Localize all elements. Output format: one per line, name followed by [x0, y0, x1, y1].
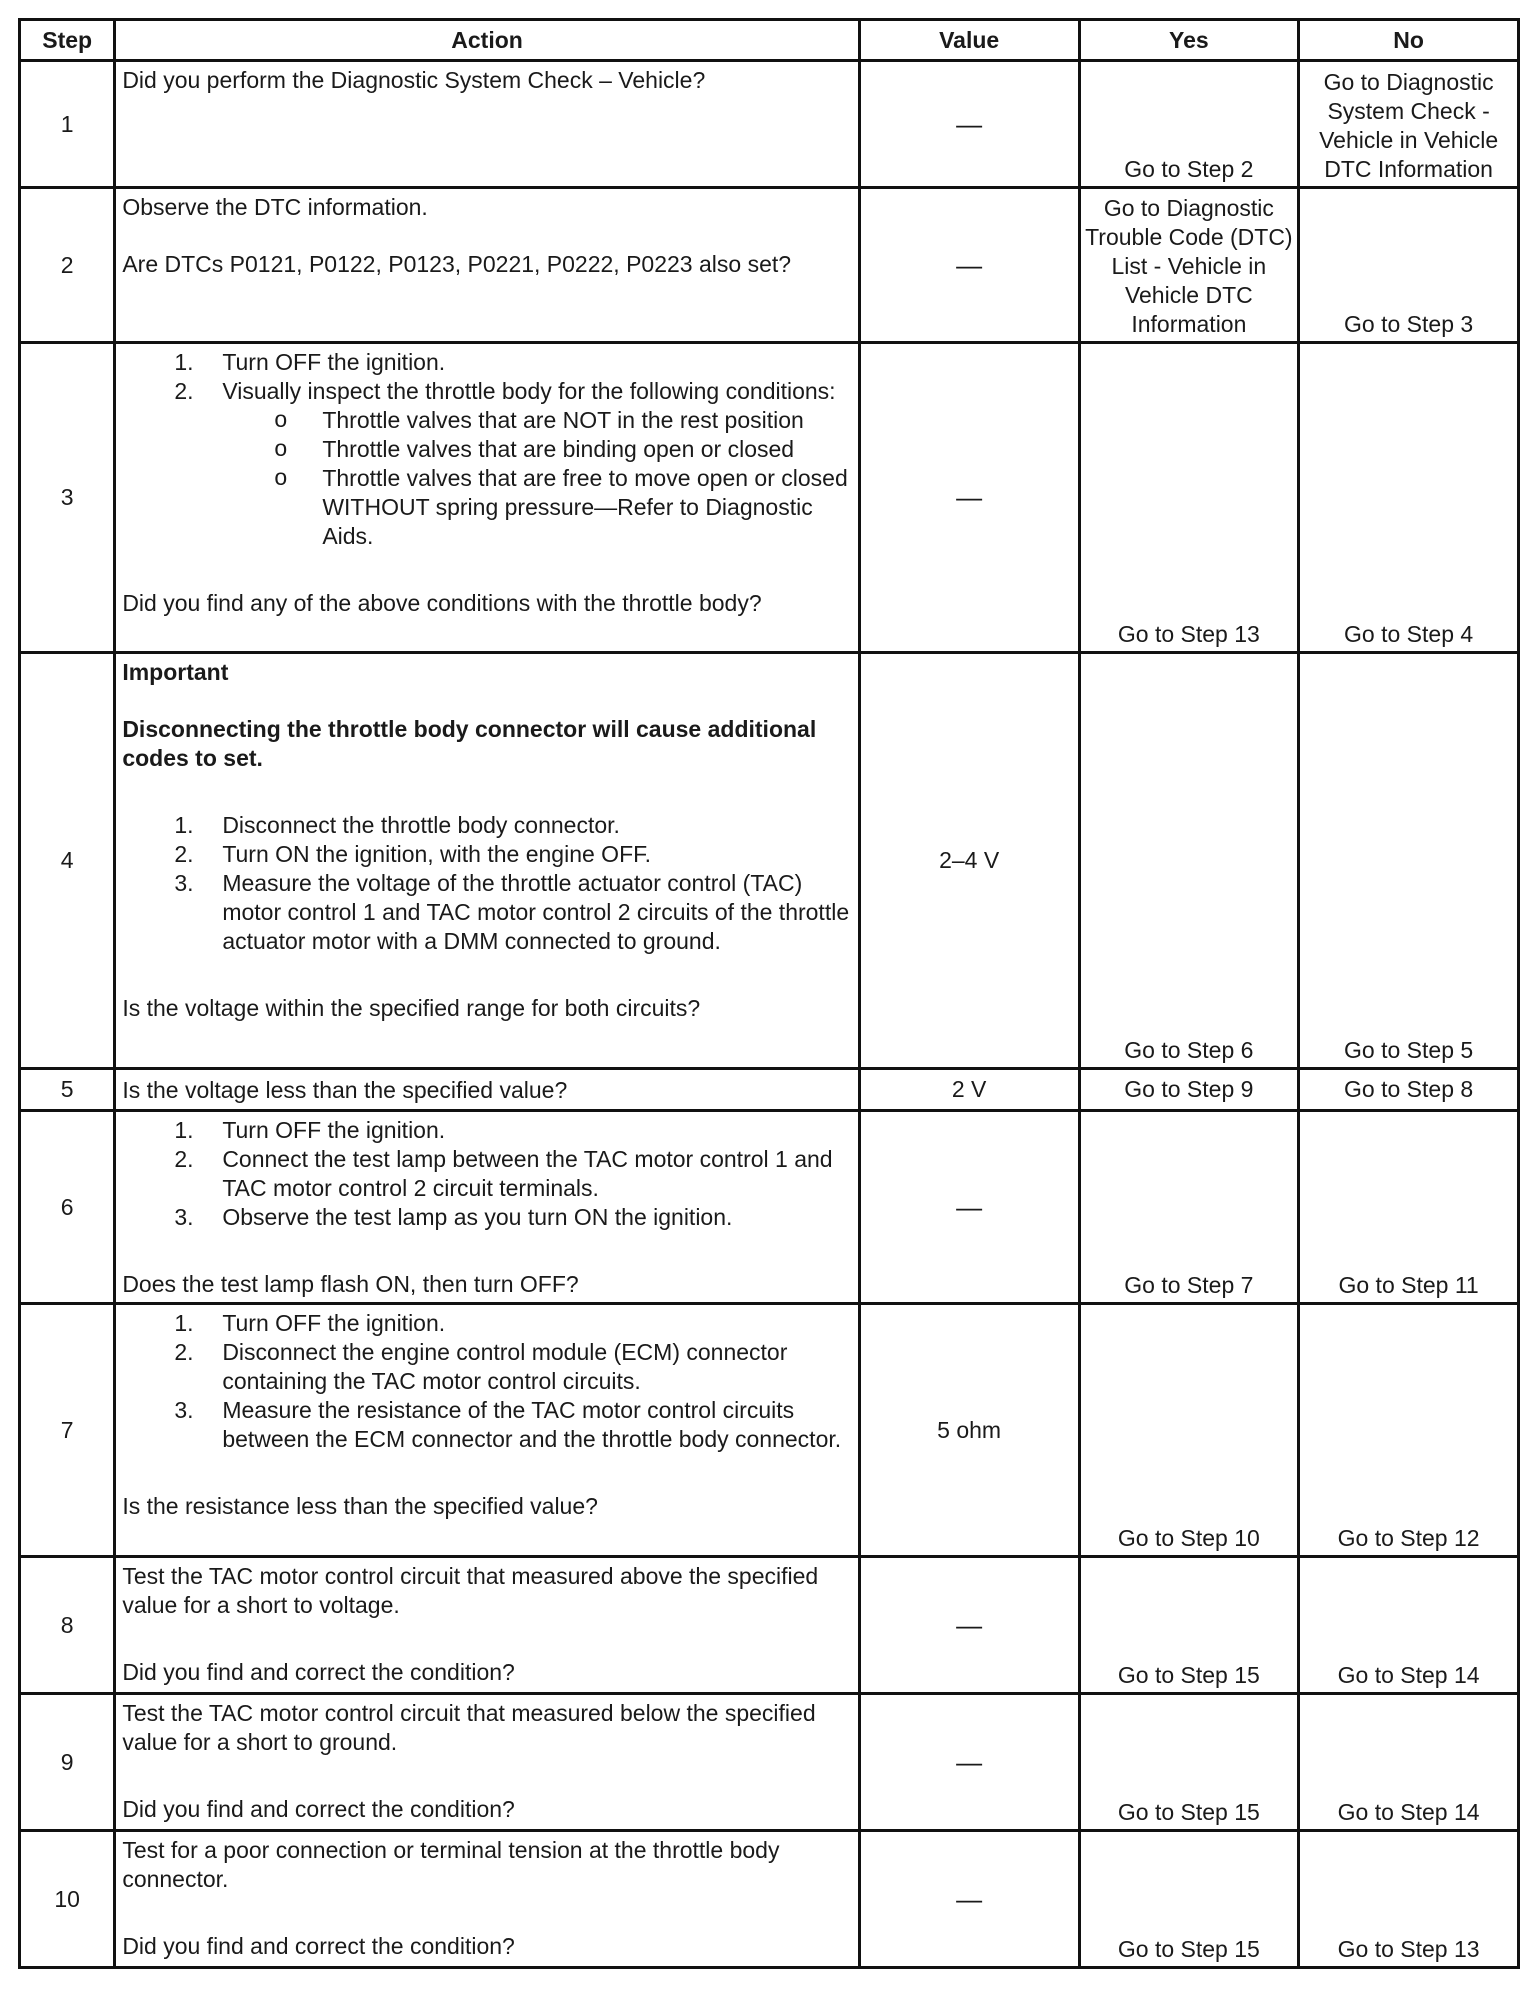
no-cell: Go to Step 11	[1299, 1111, 1519, 1304]
procedure-step: 2. Connect the test lamp between the TAC motor control 1 and TAC motor control 2 circuit terminals.	[174, 1146, 833, 1201]
condition-item: o Throttle valves that are NOT in the rest position	[274, 406, 804, 433]
action-cell	[115, 1831, 859, 1968]
procedure-step: 2. Disconnect the engine control module (ECM) connector containing the TAC motor control circuits.	[174, 1339, 788, 1394]
procedure-list	[122, 811, 851, 956]
table-row	[20, 1831, 1519, 1968]
step-number: 5	[20, 1069, 115, 1111]
value-cell: —	[859, 1831, 1079, 1968]
action-cell	[115, 61, 859, 188]
step-number: 2	[20, 188, 115, 343]
action-question: Is the resistance less than the specified value?	[122, 1493, 598, 1519]
table-row	[20, 653, 1519, 1069]
procedure-step: 1. Turn OFF the ignition.	[174, 1310, 446, 1336]
step-number: 6	[20, 1111, 115, 1304]
table-row	[20, 61, 1519, 188]
procedure-list	[122, 1309, 851, 1454]
action-cell	[115, 1694, 859, 1831]
action-question: Are DTCs P0121, P0122, P0123, P0221, P0222, P0223 also set?	[122, 251, 792, 277]
condition-item: o Throttle valves that are free to move open or closed WITHOUT spring pressure—Refer to Diagnostic Aids.	[274, 464, 848, 549]
table-row	[20, 1069, 1519, 1111]
procedure-step: 2. Turn ON the ignition, with the engine OFF.	[174, 841, 652, 867]
yes-cell: Go to Step 7	[1079, 1111, 1299, 1304]
procedure-step: 2. Visually inspect the throttle body for the following conditions: o Throttle valves that are NOT in the rest position o Throttle valves that are binding open or closed o Throttle valves that are free to move open or closed WITHOUT spring pressure—Refer to Diagnostic Aids.	[122, 377, 851, 551]
action-cell	[115, 188, 859, 343]
step-number: 1	[20, 61, 115, 188]
procedure-step: 1. Disconnect the throttle body connector.	[174, 812, 620, 838]
action-question: Does the test lamp flash ON, then turn OFF?	[122, 1271, 579, 1297]
value-cell: —	[859, 1111, 1079, 1304]
procedure-step: 3. Observe the test lamp as you turn ON the ignition.	[174, 1204, 733, 1230]
action-text: Test for a poor connection or terminal tension at the throttle body connector.	[122, 1837, 780, 1892]
action-question: Did you find and correct the condition?	[122, 1796, 515, 1822]
table-row	[20, 1304, 1519, 1557]
action-question: Is the voltage within the specified range for both circuits?	[122, 995, 701, 1021]
no-cell: Go to Step 12	[1299, 1304, 1519, 1557]
action-text: Test the TAC motor control circuit that measured above the specified value for a short to voltage.	[122, 1563, 819, 1618]
no-cell: Go to Step 4	[1299, 343, 1519, 653]
header-no: No	[1299, 20, 1519, 61]
action-text: Did you perform the Diagnostic System Check – Vehicle?	[122, 67, 706, 93]
step-number: 10	[20, 1831, 115, 1968]
procedure-step: 1. Turn OFF the ignition.	[174, 1117, 446, 1143]
action-question: Did you find and correct the condition?	[122, 1933, 515, 1959]
procedure-step: 1. Turn OFF the ignition.	[174, 349, 446, 375]
no-cell: Go to Diagnostic System Check - Vehicle in Vehicle DTC Information	[1299, 61, 1519, 188]
procedure-step: 3. Measure the resistance of the TAC motor control circuits between the ECM connector and the throttle body connector.	[174, 1397, 842, 1452]
header-value: Value	[859, 20, 1079, 61]
value-cell: 2–4 V	[859, 653, 1079, 1069]
no-cell: Go to Step 5	[1299, 653, 1519, 1069]
action-cell	[115, 1304, 859, 1557]
important-note: Disconnecting the throttle body connector will cause additional codes to set.	[122, 716, 817, 771]
table-row	[20, 1557, 1519, 1694]
no-cell: Go to Step 3	[1299, 188, 1519, 343]
condition-item: o Throttle valves that are binding open or closed	[274, 435, 795, 462]
yes-cell: Go to Step 15	[1079, 1831, 1299, 1968]
procedure-list	[122, 348, 851, 551]
action-text: Observe the DTC information.	[122, 194, 428, 220]
step-number: 4	[20, 653, 115, 1069]
action-question: Did you find any of the above conditions with the throttle body?	[122, 590, 762, 616]
action-cell	[115, 1111, 859, 1304]
important-heading: Important	[122, 659, 229, 685]
header-row	[20, 20, 1519, 61]
action-text: Test the TAC motor control circuit that measured below the specified value for a short to ground.	[122, 1700, 816, 1755]
yes-cell: Go to Step 6	[1079, 653, 1299, 1069]
value-cell: —	[859, 61, 1079, 188]
procedure-list	[122, 1116, 851, 1232]
action-cell	[115, 653, 859, 1069]
action-cell	[115, 343, 859, 653]
yes-cell: Go to Step 15	[1079, 1557, 1299, 1694]
table-row	[20, 343, 1519, 653]
header-step: Step	[20, 20, 115, 61]
no-cell: Go to Step 14	[1299, 1557, 1519, 1694]
action-text: Is the voltage less than the specified value?	[122, 1077, 568, 1103]
value-cell: —	[859, 1557, 1079, 1694]
yes-cell: Go to Step 9	[1079, 1069, 1299, 1111]
yes-cell: Go to Step 2	[1079, 61, 1299, 188]
action-cell	[115, 1557, 859, 1694]
step-number: 9	[20, 1694, 115, 1831]
condition-list	[122, 406, 851, 551]
table-row	[20, 1111, 1519, 1304]
header-action: Action	[115, 20, 859, 61]
procedure-step: 3. Measure the voltage of the throttle actuator control (TAC) motor control 1 and TAC motor control 2 circuits of the throttle actuator motor with a DMM connected to ground.	[174, 870, 850, 954]
action-cell	[115, 1069, 859, 1111]
table-row	[20, 1694, 1519, 1831]
yes-cell: Go to Step 10	[1079, 1304, 1299, 1557]
no-cell: Go to Step 13	[1299, 1831, 1519, 1968]
value-cell: —	[859, 1694, 1079, 1831]
value-cell: 2 V	[859, 1069, 1079, 1111]
yes-cell: Go to Diagnostic Trouble Code (DTC) List - Vehicle in Vehicle DTC Information	[1079, 188, 1299, 343]
diagnostic-table	[18, 18, 1520, 1969]
yes-cell: Go to Step 15	[1079, 1694, 1299, 1831]
yes-cell: Go to Step 13	[1079, 343, 1299, 653]
value-cell: 5 ohm	[859, 1304, 1079, 1557]
header-yes: Yes	[1079, 20, 1299, 61]
no-cell: Go to Step 8	[1299, 1069, 1519, 1111]
step-number: 8	[20, 1557, 115, 1694]
action-question: Did you find and correct the condition?	[122, 1659, 515, 1685]
value-cell: —	[859, 343, 1079, 653]
step-number: 7	[20, 1304, 115, 1557]
table-row	[20, 188, 1519, 343]
no-cell: Go to Step 14	[1299, 1694, 1519, 1831]
step-number: 3	[20, 343, 115, 653]
value-cell: —	[859, 188, 1079, 343]
